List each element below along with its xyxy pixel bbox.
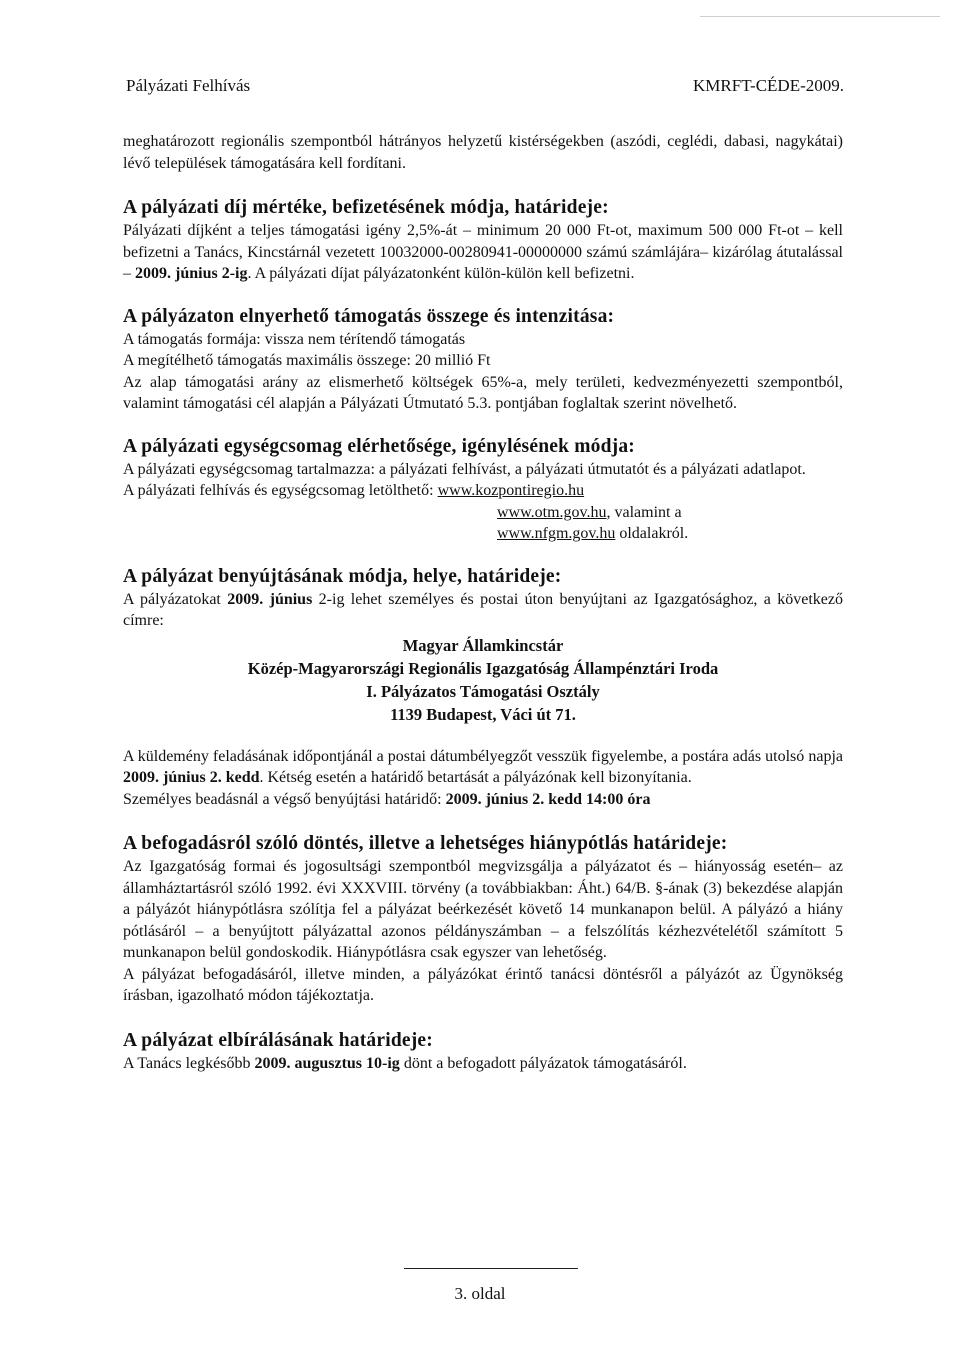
- postal-text-end: . Kétség esetén a határidő betartását a pályázónak kell bizonyítania.: [259, 769, 692, 786]
- support-rate: Az alap támogatási arány az elismerhető költségek 65%-a, mely területi, kedvezményezetti szempontból, valamint támogatási cél alapján a Pályázati Útmutató 5.3. pontjában foglaltak szerint növelhető.: [123, 373, 843, 412]
- decision-notification: A pályázat befogadásáról, illetve minden, a pályázókat érintő tanácsi döntésről a pályázót az Ügynökség írásban, igazolható módon tájékoztatja.: [123, 965, 843, 1004]
- address-line: I. Pályázatos Támogatási Osztály: [366, 681, 600, 701]
- submission-paragraph: [123, 589, 843, 632]
- page-number: 3. oldal: [454, 1284, 506, 1303]
- document-body: [123, 131, 843, 1074]
- download-label: A pályázati felhívás és egységcsomag letölthető:: [123, 482, 438, 499]
- header-reference: KMRFT-CÉDE-2009.: [693, 76, 844, 95]
- header-title: Pályázati Felhívás: [126, 76, 251, 95]
- evaluation-paragraph: [123, 1053, 843, 1075]
- fee-paragraph: [123, 220, 843, 285]
- postal-text: A küldemény feladásának időpontjánál a postai dátumbélyegzőt vesszük figyelembe, a postára adás utolsó napja: [123, 747, 843, 765]
- submission-text: A pályázatokat: [123, 590, 228, 608]
- address-line: Magyar Államkincstár: [402, 635, 564, 655]
- package-link-line: [123, 523, 843, 545]
- footer-divider: [404, 1268, 578, 1269]
- support-max-amount: A megítélhető támogatás maximális összege: 20 millió Ft: [123, 352, 491, 369]
- fee-deadline: 2009. június 2-ig: [135, 265, 248, 282]
- section-heading: A pályázati egységcsomag elérhetősége, igénylésének módja:: [123, 435, 636, 457]
- section-heading: A pályázaton elnyerhető támogatás összege és intenzitása:: [123, 305, 615, 327]
- support-form: A támogatás formája: vissza nem térítendő támogatás: [123, 330, 466, 348]
- evaluation-text-end: dönt a befogadott pályázatok támogatásáról.: [399, 1054, 687, 1072]
- fee-text-end: . A pályázati díjat pályázatonként külön-külön kell befizetni.: [247, 265, 635, 282]
- section-package: [123, 435, 843, 545]
- evaluation-date: 2009. augusztus 10-ig: [254, 1054, 400, 1072]
- section-evaluation: [123, 1029, 843, 1075]
- section-submission: [123, 565, 843, 811]
- postal-date: 2009. június 2. kedd: [123, 769, 260, 786]
- postal-deadline-paragraph: [123, 746, 843, 789]
- intro-paragraph: meghatározott regionális szempontból hátrányos helyzetű kistérségekben (aszódi, ceglédi, dabasi, nagykátai) lévő települések támogatására kell fordítani.: [123, 133, 843, 172]
- package-contents: A pályázati egységcsomag tartalmazza: a pályázati felhívást, a pályázati útmutatót és a pályázati adatlapot.: [123, 460, 806, 478]
- submission-text-end: 2-ig lehet személyes és postai úton benyújtani az Igazgatósághoz, a következő címre:: [123, 590, 844, 629]
- link-kozpontiregio[interactable]: www.kozpontiregio.hu: [437, 482, 585, 499]
- section-heading: A pályázat elbírálásának határideje:: [123, 1029, 433, 1051]
- link-otm[interactable]: www.otm.gov.hu: [497, 503, 607, 521]
- section-heading: A pályázat benyújtásának módja, helye, határideje:: [123, 565, 562, 587]
- address-line: Közép-Magyarországi Regionális Igazgatóság Állampénztári Iroda: [247, 658, 719, 678]
- submission-date: 2009. június: [227, 590, 313, 608]
- section-heading: A pályázati díj mértéke, befizetésének módja, határideje:: [123, 197, 609, 218]
- section-support: [123, 305, 843, 415]
- section-heading: A befogadásról szóló döntés, illetve a lehetséges hiánypótlás határideje:: [123, 833, 728, 854]
- package-link-line: [123, 502, 843, 524]
- personal-label: Személyes beadásnál a végső benyújtási határidő:: [123, 790, 446, 808]
- evaluation-text: A Tanács legkésőbb: [123, 1054, 255, 1072]
- personal-deadline: [123, 789, 843, 811]
- link-nfgm[interactable]: www.nfgm.gov.hu: [497, 525, 616, 542]
- link-separator: , valamint a: [606, 503, 682, 521]
- package-download: [123, 480, 843, 502]
- personal-date: 2009. június 2. kedd 14:00 óra: [445, 790, 651, 808]
- section-decision: [123, 832, 843, 1007]
- section-fee: [123, 196, 843, 285]
- scan-artifact-line: [700, 16, 940, 17]
- decision-paragraph: Az Igazgatóság formai és jogosultsági szempontból megvizsgálja a pályázatot és – hiányosság esetén– az államháztartásról szóló 1992. évi XXXVIII. törvény (a továbbiakban: Áht.) 64/B. §-ának (3) bekezdése alapján a pályázót hiánypótlásra szólítja fel a pályázat beérkezését követő 14 munkanapon belül. A pályázó a hiány pótlásáról – a benyújtott pályázattal azonos példányszámban – a felszólítás kézhezvételétől számított 5 munkanapon belül gondoskodik. Hiánypótlásra csak egyszer van lehetőség.: [123, 858, 843, 961]
- fee-text: Pályázati díjként a teljes támogatási igény 2,5%-át – minimum 20 000 Ft-ot, maximum 500 000 Ft-ot – kell befizetni a Tanács, Kincstárnál vezetett 10032000-00280941-00000000 számú számlájára– kizárólag átutalással –: [123, 222, 843, 282]
- postal-address: [123, 634, 843, 726]
- link-suffix: oldalakról.: [615, 525, 689, 542]
- address-line: 1139 Budapest, Váci út 71.: [390, 704, 576, 724]
